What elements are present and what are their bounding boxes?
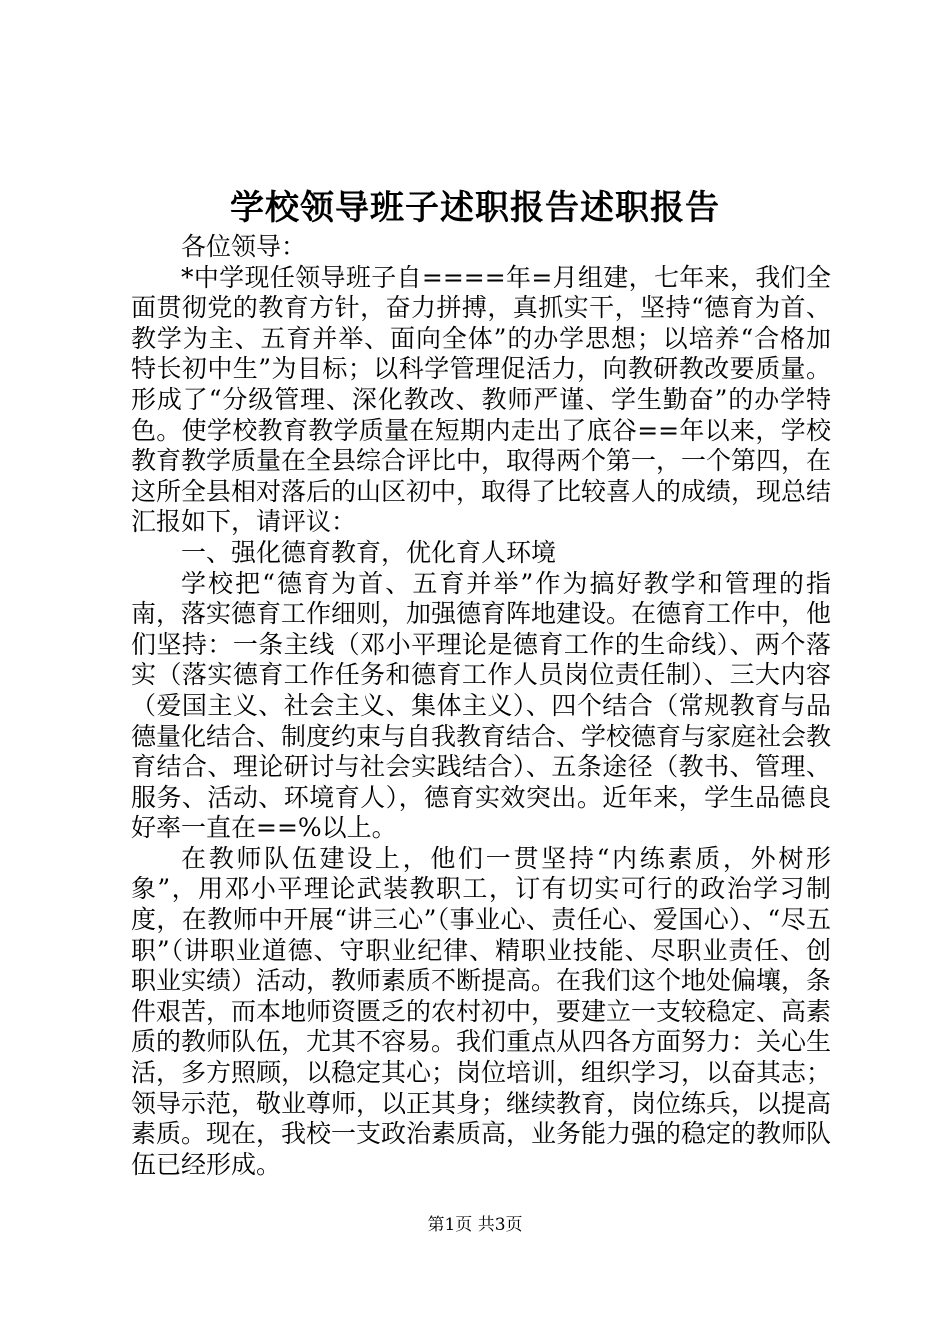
document-title: 学校领导班子述职报告述职报告 — [230, 188, 720, 228]
document-body — [131, 232, 831, 1180]
page-footer: 第1页 共3页 — [427, 1215, 523, 1235]
intro-paragraph: *中学现任领导班子自====年=月组建，七年来，我们全面贯彻党的教育方针，奋力拼搏，真抓实干，坚持“德育为首、教学为主、五育并举、面向全体”的办学思想；以培养“合格加特长初中生”为目标；以科学管理促活力，向教研教改要质量。形成了“分级管理、深化教改、教师严谨、学生勤奋”的办学特色。使学校教育教学质量在短期内走出了底谷==年以来，学校教育教学质量在全县综合评比中，取得两个第一，一个第四，在这所全县相对落后的山区初中，取得了比较喜人的成绩，现总结汇报如下，请评议： — [131, 262, 832, 537]
moral-education-paragraph: 学校把“德育为首、五育并举”作为搞好教学和管理的指南，落实德育工作细则，加强德育阵地建设。在德育工作中，他们坚持：一条主线（邓小平理论是德育工作的生命线）、两个落实（落实德育工作任务和德育工作人员岗位责任制）、三大内容（爱国主义、社会主义、集体主义）、四个结合（常规教育与品德量化结合、制度约束与自我教育结合、学校德育与家庭社会教育结合、理论研讨与社会实践结合）、五条途径（教书、管理、服务、活动、环境育人），德育实效突出。近年来，学生品德良好率一直在==%以上。 — [131, 568, 832, 843]
teacher-team-paragraph: 在教师队伍建设上，他们一贯坚持“内练素质，外树形象”，用邓小平理论武装教职工，订有切实可行的政治学习制度，在教师中开展“讲三心”（事业心、责任心、爱国心）、“尽五职”（讲职业道德、守职业纪律、精职业技能、尽职业责任、创职业实绩）活动，教师素质不断提高。在我们这个地处偏壤，条件艰苦，而本地师资匮乏的农村初中，要建立一支较稳定、高素质的教师队伍，尤其不容易。我们重点从四各方面努力：关心生活，多方照顾，以稳定其心；岗位培训，组织学习，以奋其志；领导示范，敬业尊师，以正其身；继续教育，岗位练兵，以提高素质。现在，我校一支政治素质高，业务能力强的稳定的教师队伍已经形成。 — [131, 843, 832, 1179]
section-heading: 一、强化德育教育，优化育人环境 — [181, 537, 557, 567]
salutation-paragraph: 各位领导： — [181, 232, 307, 261]
